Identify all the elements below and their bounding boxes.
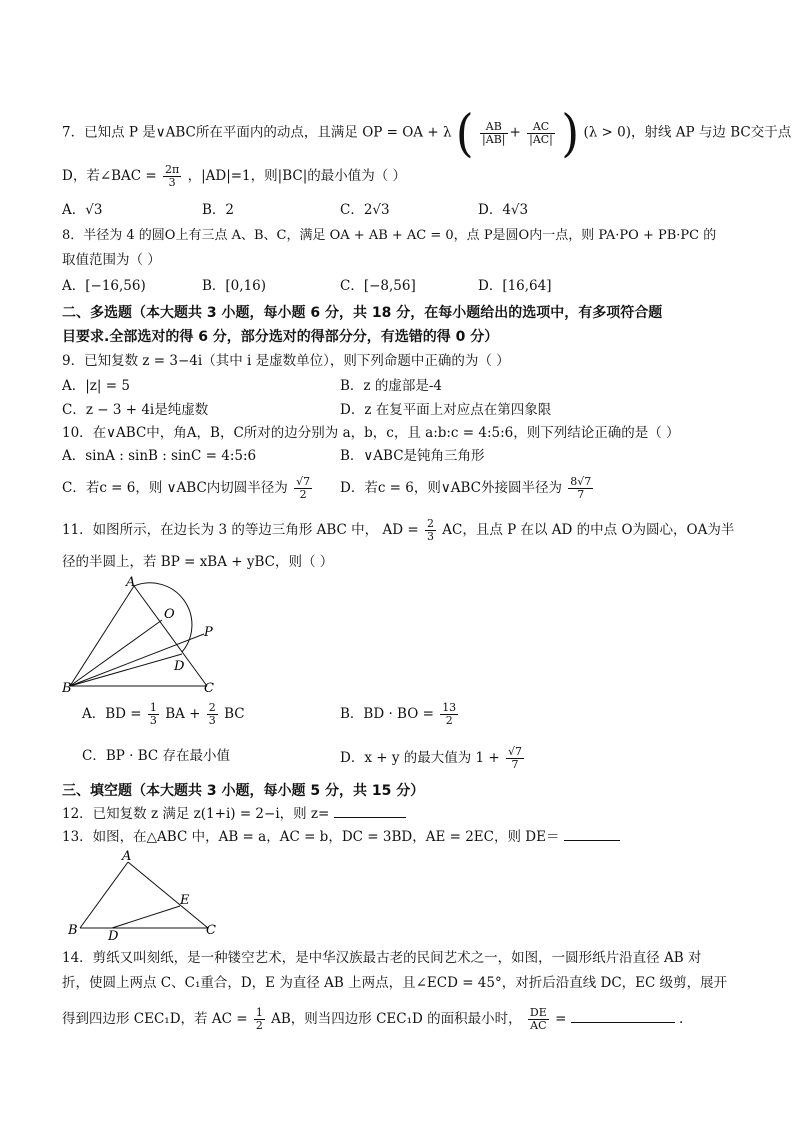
q11-side-ac [134, 586, 207, 686]
q14-answer-blank[interactable] [571, 1008, 675, 1023]
q7-frac1: $\frac{AB}{|AB|}$ [482, 119, 506, 146]
q11-frac: $\frac{2}{3}$ [426, 517, 434, 543]
q14-line2: 折，使圆上两点 C、C₁重合，D，E 为直径 AB 上两点，且∠ECD = 45°，对折后沿直线 DC，EC 级剪，展开 [62, 975, 728, 991]
q11-option-a-frac1: $\frac{1}{3}$ [149, 701, 157, 727]
q14-period: . [678, 1011, 684, 1027]
q11-line1b: AC，且点 P 在以 AD 的中点 O为圆心，OA为半 [442, 522, 735, 538]
q10-option-d [340, 476, 595, 501]
q11-eq: AD = [382, 522, 419, 538]
q13-answer-blank[interactable] [564, 826, 620, 841]
q12-answer-blank[interactable] [334, 803, 406, 818]
q11-label-o: O [164, 607, 175, 622]
q13-line [62, 826, 620, 847]
q7-stem-text: 7．已知点 P 是∨ABC所在平面内的动点，且满足 [62, 124, 358, 141]
q11-line2: 径的半圆上，若 BP = xBA + yBC，则（ ） [62, 554, 334, 570]
q11-option-b-pre: B．BD · BO = [340, 706, 434, 722]
q13-figure [66, 850, 226, 942]
q8-line2: 取值范围为（ ） [62, 252, 161, 268]
q10-option-c [62, 476, 314, 501]
q9-option-d: D．z 在复平面上对应点在第四象限 [340, 402, 552, 418]
q13-side-ab [80, 862, 128, 928]
q11-option-d [340, 746, 526, 771]
q7-option-a: A．√3 [62, 202, 103, 218]
q14-ratio-frac: $\frac{DE}{AC}$ [529, 1006, 547, 1032]
q13-side-ac [128, 862, 208, 928]
q11-label-c: C [204, 681, 214, 694]
q14-ac-frac: $\frac{1}{2}$ [255, 1006, 263, 1032]
q9-option-b: B．z 的虚部是-4 [340, 378, 442, 394]
q11-option-d-frac: $\frac{√7}{7}$ [508, 745, 523, 771]
q12-line [62, 803, 406, 824]
q11-option-b-frac: $\frac{13}{2}$ [442, 701, 457, 727]
q11-option-a-mid: BA + [165, 706, 201, 722]
q10-option-b: B．∨ABC是钝角三角形 [340, 448, 485, 464]
q7-line2b: ，|AD|=1，则|BC|的最小值为（ ） [187, 168, 407, 184]
q7-option-d: D．4√3 [478, 202, 529, 218]
q8-option-c: C．[−8,56] [340, 278, 416, 294]
q13-label-a: A [122, 850, 132, 864]
q13-label-d: D [108, 929, 119, 942]
q10-option-a: A．sinA : sinB : sinC = 4:5:6 [62, 448, 257, 464]
q14-line3b: AB，则当四边形 CEC₁D 的面积最小时， [271, 1011, 522, 1027]
q14-equals: = [555, 1011, 567, 1027]
q7-option-b: B．2 [202, 202, 235, 218]
q11-option-a-post: BC [224, 706, 245, 722]
q7-option-c: C．2√3 [340, 202, 390, 218]
q7-right-paren: ) [561, 103, 580, 163]
q11-label-b: B [62, 681, 72, 694]
q11-side-ab [70, 586, 134, 686]
q10-option-c-text: C．若c = 6，则 ∨ABC内切圆半径为 [62, 480, 288, 496]
q13-label-b: B [68, 923, 78, 938]
q9-stem: 9．已知复数 z = 3−4i（其中 i 是虚数单位），则下列命题中正确的为（ ） [62, 353, 510, 369]
q8-option-b: B．[0,16) [202, 278, 267, 294]
q7-condition: (λ > 0)，射线 AP 与边 BC交于点 [583, 124, 792, 141]
q8-line1: 8．半径为 4 的圆O上有三点 A、B、C，满足 OA + AB + AC = 0，点 P是圆O内一点，则 PA·PO + PB·PC 的 [62, 228, 717, 243]
q11-option-b [340, 702, 460, 727]
q8-option-a: A．[−16,56) [62, 278, 146, 294]
q10-option-d-text: D．若c = 6，则∨ABC外接圆半径为 [340, 480, 562, 496]
q10-option-d-frac: $\frac{8√7}{7}$ [570, 475, 592, 501]
q9-option-a: A．|z| = 5 [62, 378, 130, 394]
q11-option-a [82, 702, 245, 727]
q11-option-a-pre: A．BD = [82, 706, 142, 722]
q10-stem: 10．在∨ABC中，角A，B，C所对的边分别为 a，b，c，且 a:b:c = 4:5:6，则下列结论正确的是（ ） [62, 425, 680, 441]
section2-heading-line2: 目要求.全部选对的得 6 分，部分选对的得部分分，有选错的得 0 分） [62, 329, 499, 345]
q11-figure [62, 574, 232, 694]
q11-line-bd [70, 654, 182, 686]
q7-line2 [62, 164, 406, 189]
q8-option-d: D．[16,64] [478, 278, 552, 294]
q11-line1a: 11．如图所示，在边长为 3 的等边三角形 ABC 中， [62, 522, 379, 538]
section3-heading: 三、填空题（本大题共 3 小题，每小题 5 分，共 15 分） [62, 783, 425, 799]
q7-left-paren: ( [455, 103, 474, 163]
q7-line1: 7．已知点 P 是∨ABC所在平面内的动点，且满足 OP = OA + λ ( $\frac{AB}{|AB|}$ + $\frac{AC}{|AC|}$ ) (λ > 0)，射线 AP 与边 BC交于点 [62, 103, 792, 163]
q11-line1 [62, 518, 734, 543]
q11-label-a: A [126, 575, 136, 590]
section2-heading-line1: 二、多选题（本大题共 3 小题，每小题 6 分，共 18 分，在每小题给出的选项中，有多项符合题 [62, 305, 663, 321]
q9-option-c: C．z − 3 + 4i是纯虚数 [62, 402, 209, 418]
q10-option-c-frac: $\frac{√7}{2}$ [296, 475, 311, 501]
q11-label-p: P [204, 625, 213, 640]
q11-option-a-frac2: $\frac{2}{3}$ [208, 701, 216, 727]
q7-frac2: $\frac{AC}{|AC|}$ [529, 119, 553, 146]
q11-line-bo [70, 620, 162, 686]
q11-option-c: C．BP · BC 存在最小值 [82, 748, 230, 764]
q13-label-e: E [180, 893, 190, 908]
q13-segment-de [112, 906, 180, 928]
q14-line3a: 得到四边形 CEC₁D，若 AC = [62, 1011, 248, 1027]
q7-equation: OP = OA + λ [362, 124, 452, 141]
q7-line2a: D，若∠BAC = [62, 168, 157, 184]
q12-stem: 12．已知复数 z 满足 z(1+i) = 2−i，则 z= [62, 806, 330, 822]
q13-stem: 13．如图，在△ABC 中，AB = a，AC = b，DC = 3BD，AE = 2EC，则 DE＝ [62, 829, 560, 845]
q14-line3 [62, 1007, 683, 1032]
q11-label-d: D [174, 659, 185, 674]
q14-line1: 14．剪纸又叫刻纸，是一种镂空艺术，是中华汉族最古老的民间艺术之一，如图，一圆形纸片沿直径 AB 对 [62, 950, 702, 966]
q11-option-d-pre: D．x + y 的最大值为 1 + [340, 750, 500, 766]
q13-label-c: C [206, 923, 216, 938]
q7-angle-frac: $\frac{2\pi}{3}$ [165, 163, 180, 189]
